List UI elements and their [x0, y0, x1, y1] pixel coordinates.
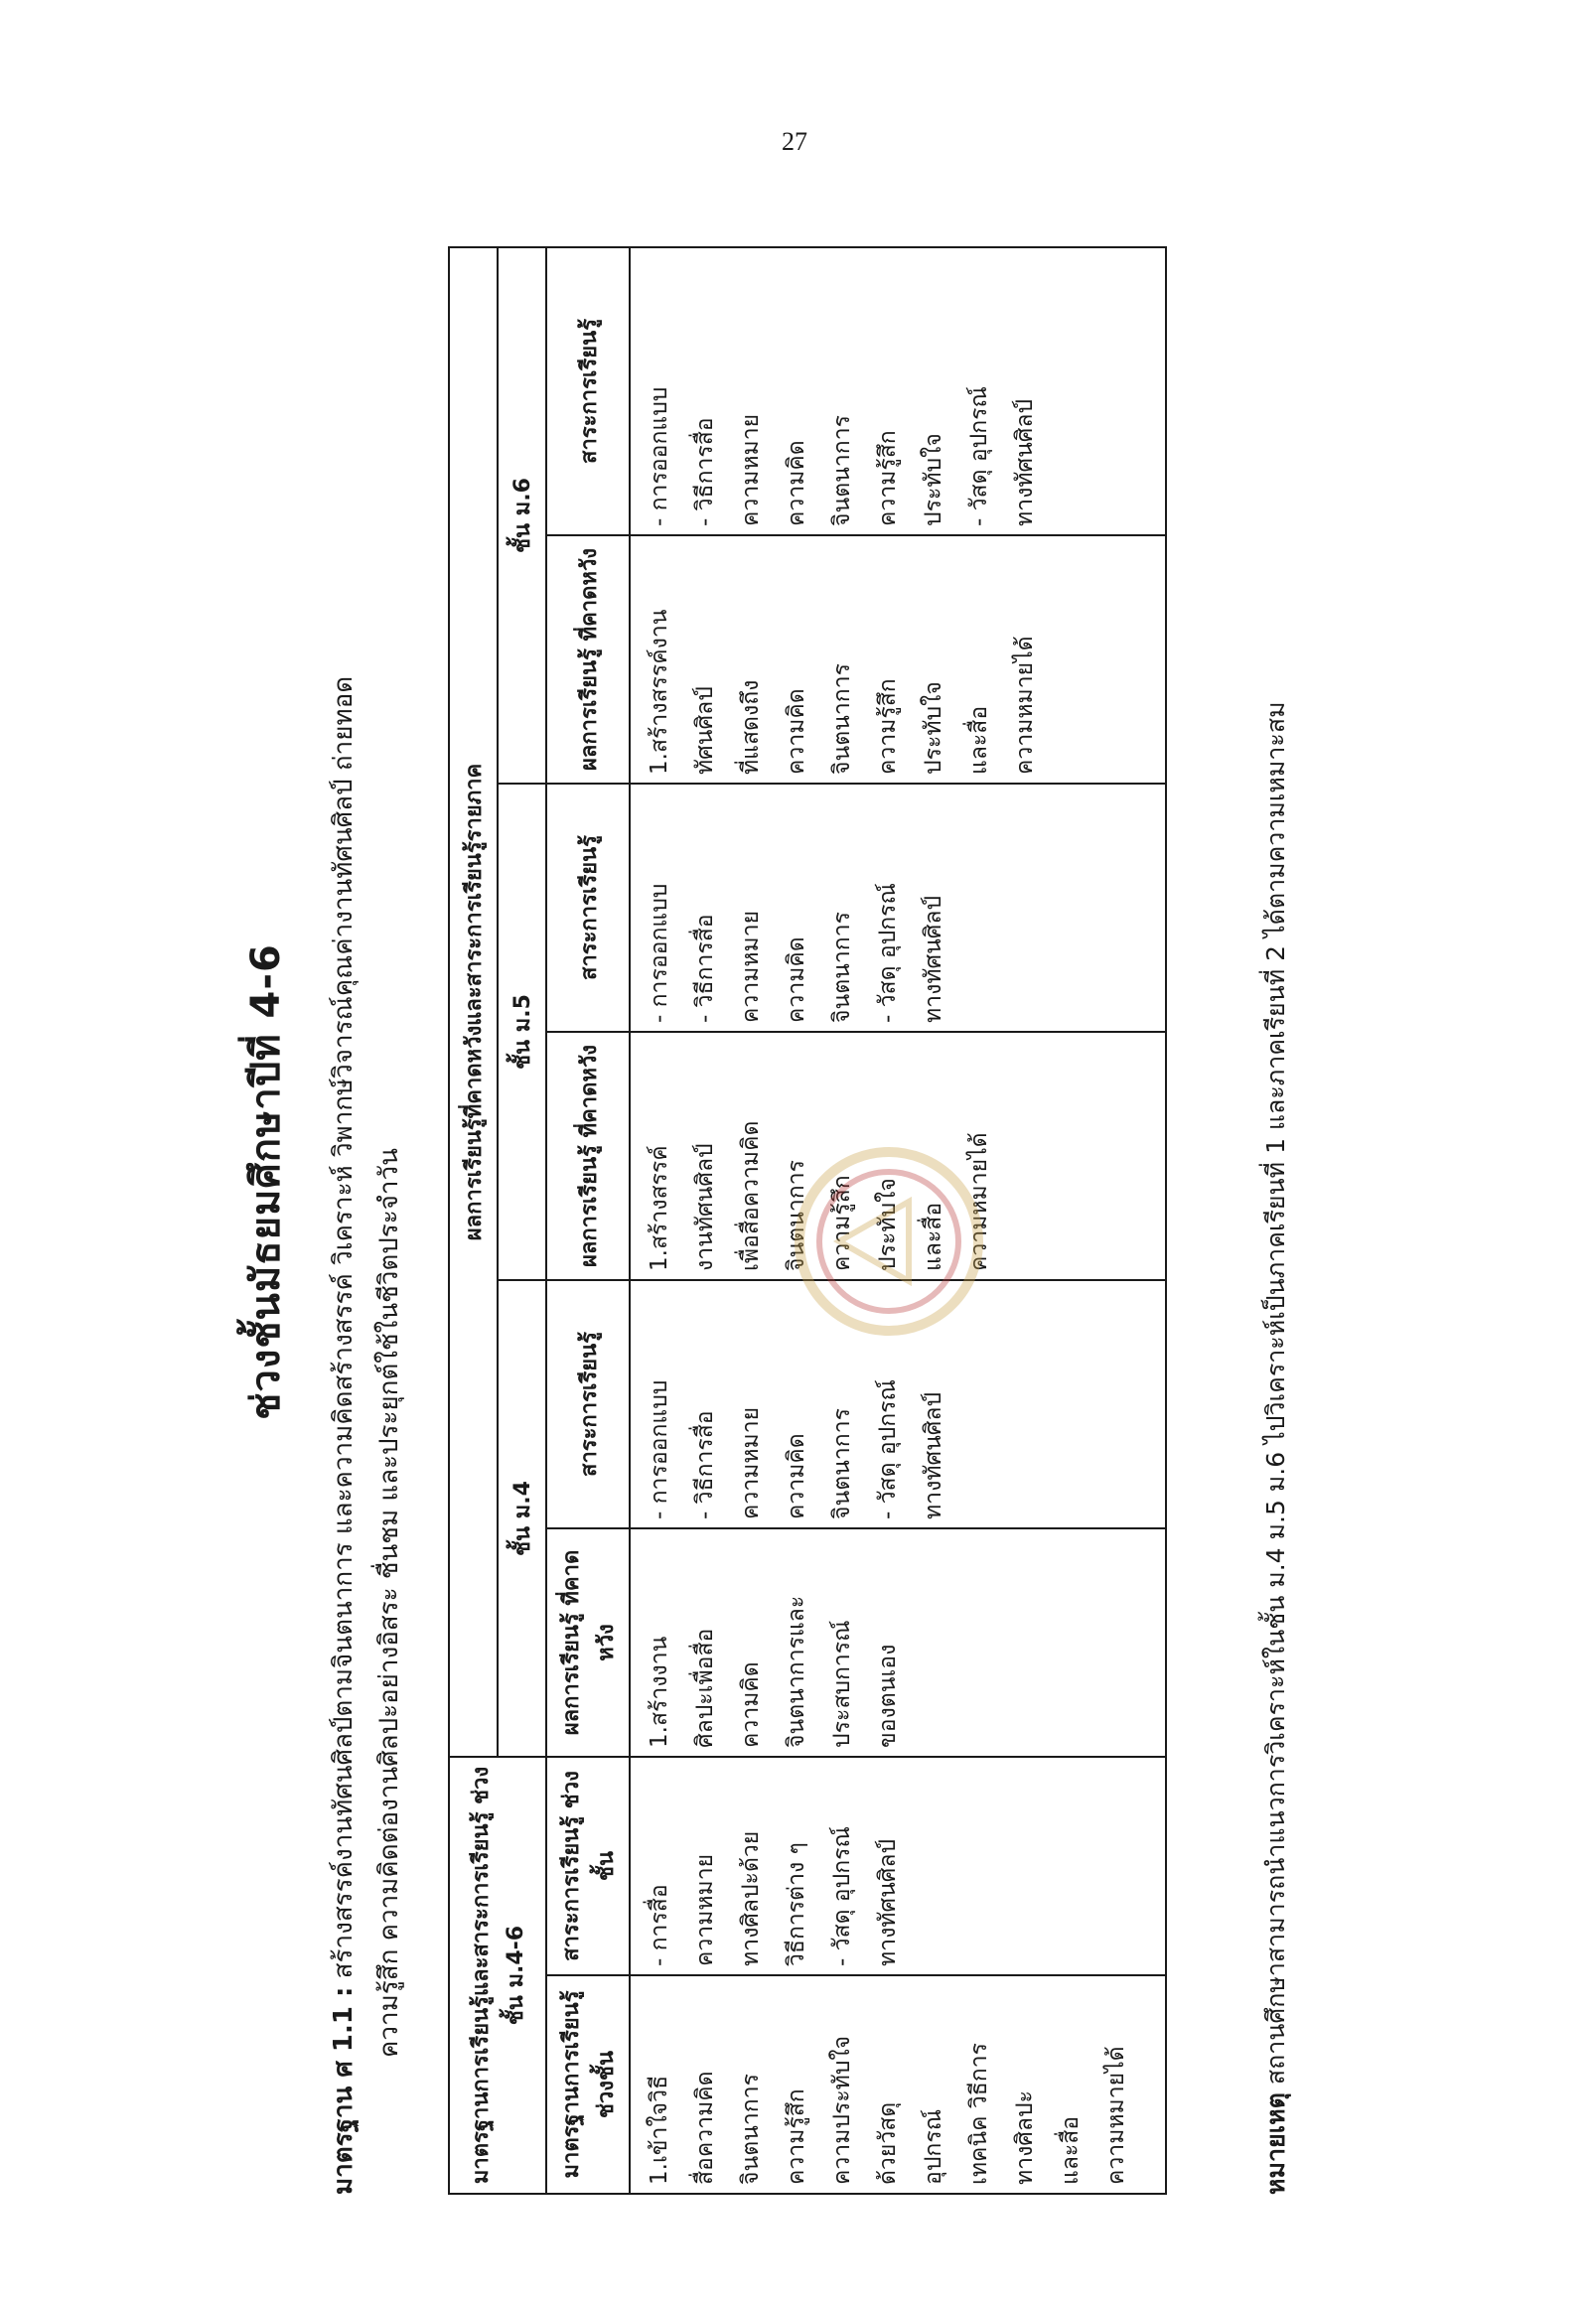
- rotated-page-content: [233, 169, 1326, 2195]
- cell-line: 1.สร้างงาน: [647, 1636, 672, 1748]
- cell-line: วิธีการต่าง ๆ: [784, 1842, 809, 1966]
- cell-line: และสื่อ: [921, 1202, 946, 1271]
- header-col-m6-subject: สาระการเรียนรู้: [546, 247, 630, 535]
- header-col-content: สาระการเรียนรู้ ช่วงชั้น: [546, 1757, 630, 1975]
- cell-line: และสื่อ: [966, 705, 992, 775]
- cell-line: ความหมายได้: [1103, 2046, 1129, 2185]
- standard-line-1: สร้างสรรค์งานทัศนศิลป์ตามจินตนาการ และความคิดสร้างสรรค์ วิเคราะห์ วิพากษ์วิจารณ์คุณค่างานทัศนศิลป์ ถ่ายทอด: [329, 675, 359, 1979]
- cell-line: ความหมายได้: [1012, 636, 1038, 775]
- cell-line: อุปกรณ์: [921, 2108, 946, 2185]
- header-col-m5-subject: สาระการเรียนรู้: [546, 784, 630, 1032]
- header-standard-group: มาตรฐานการเรียนรู้และสาระการเรียนรู้ ช่วงชั้น ม.4-6: [449, 1757, 546, 2194]
- header-col-m4-subject: สาระการเรียนรู้: [546, 1280, 630, 1528]
- cell-line: 1.สร้างสรรค์งาน: [647, 609, 672, 775]
- cell-line: เพื่อสื่อความคิด: [738, 1120, 764, 1271]
- cell-content: [630, 1757, 1166, 1975]
- cell-line: - วัสดุ อุปกรณ์: [966, 386, 992, 526]
- cell-line: จินตนาการ: [829, 415, 855, 526]
- cell-line: 1.สร้างสรรค์: [647, 1145, 672, 1271]
- header-col-m5-outcome: ผลการเรียนรู้ ที่คาดหวัง: [546, 1032, 630, 1280]
- cell-line: งานทัศนศิลป์: [692, 1143, 718, 1271]
- cell-line: ทัศนศิลป์: [692, 686, 718, 775]
- cell-line: ประทับใจ: [921, 681, 946, 775]
- footnote-text: สถานศึกษาสามารถนำแนวการวิเคราะห์ในชั้น ม.4 ม.5 ม.6 ไปวิเคราะห์เป็นภาคเรียนที่ 1 และภาคเรียนที่ 2 ได้ตามความเหมาะสม: [1261, 701, 1290, 2086]
- header-grade-m6: ชั้น ม.6: [498, 247, 546, 784]
- cell-line: จินตนาการ: [829, 663, 855, 775]
- cell-line: ความคิด: [784, 440, 809, 526]
- cell-line: ทางศิลปะ: [1012, 2090, 1038, 2185]
- cell-line: ความรู้สึก: [784, 2088, 809, 2185]
- standard-label: มาตรฐาน ศ 1.1 :: [329, 1986, 359, 2195]
- cell-m6-subject: [630, 247, 1166, 535]
- cell-line: และสื่อ: [1058, 2115, 1084, 2185]
- cell-line: - การออกแบบ: [647, 883, 672, 1023]
- cell-line: ความรู้สึก: [875, 430, 901, 526]
- cell-m6-outcome: [630, 535, 1166, 784]
- cell-line: ความคิด: [784, 1433, 809, 1519]
- cell-line: จินตนาการ: [784, 1160, 809, 1271]
- cell-line: ความหมาย: [738, 413, 764, 526]
- cell-line: ด้วยวัสดุ: [875, 2101, 901, 2185]
- page-number: 27: [782, 127, 807, 156]
- cell-line: ประสบการณ์: [829, 1620, 855, 1748]
- cell-line: ทางทัศนศิลป์: [875, 1838, 901, 1966]
- cell-line: ความหมายได้: [966, 1132, 992, 1271]
- header-row-3: [546, 247, 630, 2194]
- cell-line: ทางทัศนศิลป์: [921, 1391, 946, 1519]
- header-col-m4-outcome: ผลการเรียนรู้ ที่คาดหวัง: [546, 1528, 630, 1757]
- cell-line: ความคิด: [784, 688, 809, 775]
- footnote-label: หมายเหตุ: [1261, 2092, 1290, 2195]
- cell-line: จินตนาการ: [829, 912, 855, 1023]
- school-emblem-watermark: [790, 1142, 988, 1341]
- cell-line: ทางทัศนศิลป์: [1012, 398, 1038, 526]
- cell-line: ศิลปะเพื่อสื่อ: [692, 1628, 718, 1748]
- standard-statement: [321, 169, 412, 2195]
- cell-line: ความหมาย: [692, 1853, 718, 1966]
- cell-line: จินตนาการ: [738, 2074, 764, 2185]
- cell-line: - วิธีการสื่อ: [692, 1410, 718, 1519]
- cell-line: - การออกแบบ: [647, 1379, 672, 1519]
- cell-line: - วัสดุ อุปกรณ์: [875, 1379, 901, 1519]
- cell-line: - การออกแบบ: [647, 386, 672, 526]
- cell-line: ทางทัศนศิลป์: [921, 895, 946, 1023]
- standard-line-2: ความรู้สึก ความคิดต่องานศิลปะอย่างอิสระ ชื่นชม และประยุกต์ใช้ในชีวิตประจำวัน: [374, 1148, 404, 2058]
- cell-m4-outcome: [630, 1528, 1166, 1757]
- header-col-standard: มาตรฐานการเรียนรู้ ช่วงชั้น: [546, 1975, 630, 2194]
- cell-line: ความหมาย: [738, 1406, 764, 1519]
- header-grade-m5: ชั้น ม.5: [498, 784, 546, 1280]
- cell-line: - วิธีการสื่อ: [692, 417, 718, 526]
- cell-line: - วิธีการสื่อ: [692, 914, 718, 1023]
- cell-line: ของตนเอง: [875, 1644, 901, 1748]
- header-grade-m4: ชั้น ม.4: [498, 1280, 546, 1757]
- cell-m5-subject: [630, 784, 1166, 1032]
- cell-line: ทางศิลปะด้วย: [738, 1830, 764, 1966]
- cell-line: - การสื่อ: [647, 1884, 672, 1966]
- cell-line: ความรู้สึก: [829, 1175, 855, 1271]
- cell-line: ความหมาย: [738, 910, 764, 1023]
- cell-standard: [630, 1975, 1166, 2194]
- header-col-m6-outcome: ผลการเรียนรู้ ที่คาดหวัง: [546, 535, 630, 784]
- cell-line: เทคนิค วิธีการ: [966, 2043, 992, 2185]
- cell-line: ประทับใจ: [921, 433, 946, 526]
- cell-line: ความประทับใจ: [829, 2035, 855, 2185]
- cell-line: - วัสดุ อุปกรณ์: [829, 1826, 855, 1966]
- cell-line: จินตนาการ: [829, 1408, 855, 1519]
- cell-line: 1.เข้าใจวิธี: [647, 2075, 672, 2185]
- cell-line: สื่อความคิด: [692, 2071, 718, 2185]
- header-row-1: [449, 247, 498, 2194]
- header-outcomes-group: ผลการเรียนรู้ที่คาดหวังและสาระการเรียนรู้รายภาค: [449, 247, 498, 1757]
- cell-line: ความคิด: [784, 936, 809, 1023]
- cell-line: ความคิด: [738, 1661, 764, 1748]
- cell-line: ที่แสดงถึง: [738, 679, 764, 775]
- cell-line: จินตนาการและ: [784, 1595, 809, 1748]
- cell-line: - วัสดุ อุปกรณ์: [875, 883, 901, 1023]
- footnote: [1256, 169, 1296, 2195]
- cell-line: ประทับใจ: [875, 1178, 901, 1271]
- cell-line: ความรู้สึก: [875, 678, 901, 775]
- page-title: ช่วงชั้นมัธยมศึกษาปีที่ 4-6: [243, 943, 289, 1420]
